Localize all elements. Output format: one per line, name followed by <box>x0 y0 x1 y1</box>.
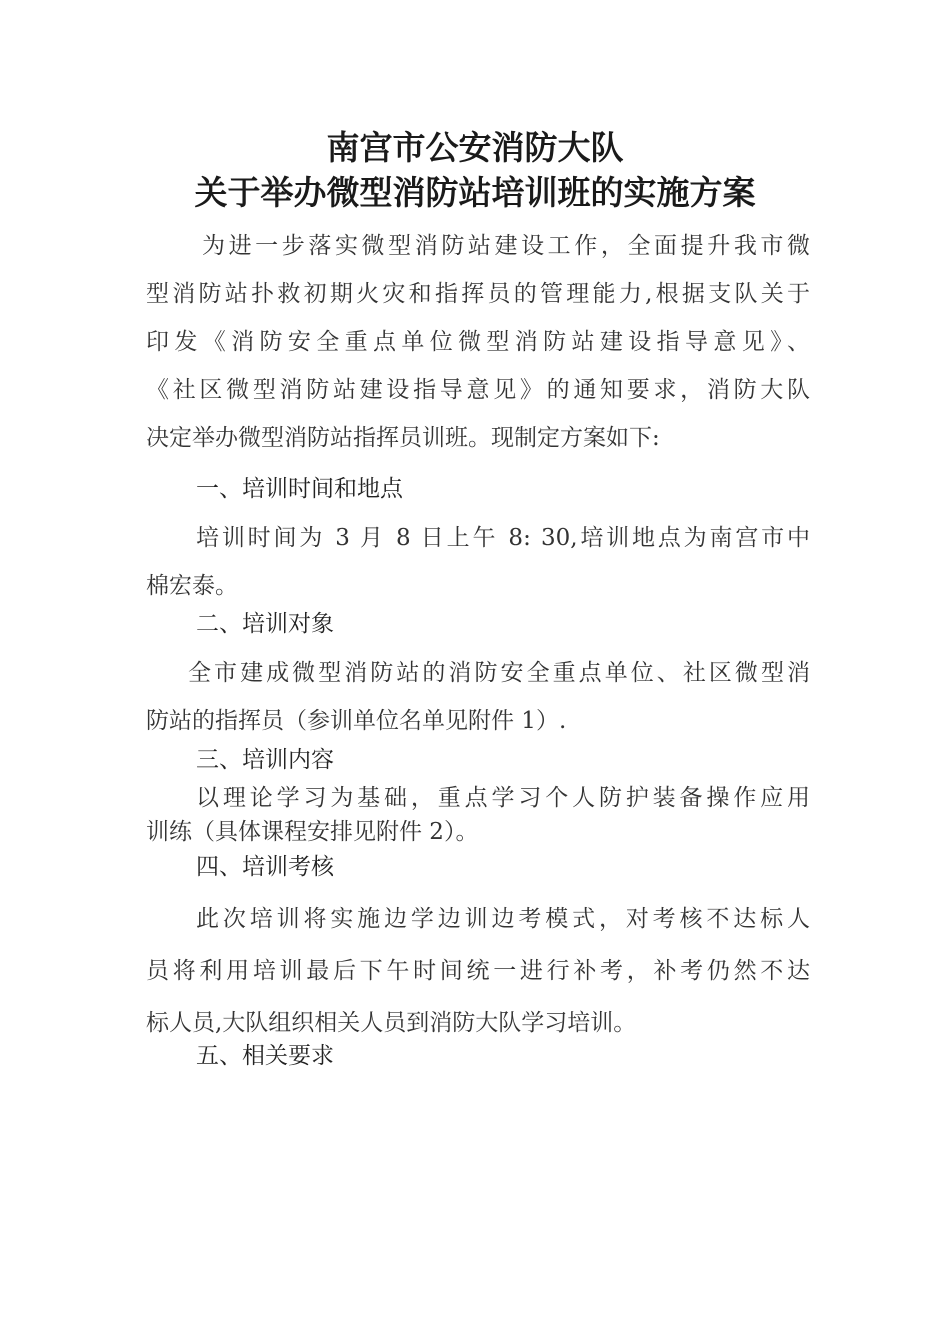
paragraph-line: 棉宏泰。 <box>146 573 238 599</box>
section-heading-content: 三、培训内容 <box>196 747 334 773</box>
document-title-line-2: 关于举办微型消防站培训班的实施方案 <box>194 173 756 212</box>
paragraph-line: 全市建成微型消防站的消防安全重点单位、社区微型消 <box>188 660 810 686</box>
paragraph-line: 培训时间为 3 月 8 日上午 8: 30,培训地点为南宫市中 <box>196 525 810 551</box>
section-paragraph-content <box>146 781 810 849</box>
paragraph-line: 此次培训将实施边学边训边考模式，对考核不达标人 <box>196 906 810 932</box>
intro-line: 为进一步落实微型消防站建设工作，全面提升我市微 <box>202 233 810 259</box>
intro-line: 决定举办微型消防站指挥员训班。现制定方案如下: <box>146 425 660 451</box>
intro-paragraph <box>146 222 810 462</box>
paragraph-line: 标人员,大队组织相关人员到消防大队学习培训。 <box>146 1010 637 1036</box>
paragraph-line: 训练（具体课程安排见附件 2）。 <box>146 819 479 845</box>
paragraph-line: 以理论学习为基础，重点学习个人防护装备操作应用 <box>196 785 810 811</box>
paragraph-line: 防站的指挥员（参训单位名单见附件 1）. <box>146 708 567 734</box>
section-paragraph-assessment <box>146 893 810 1049</box>
section-heading-participants: 二、培训对象 <box>196 611 334 637</box>
document-title-line-1: 南宫市公安消防大队 <box>326 128 624 167</box>
intro-line: 《社区微型消防站建设指导意见》的通知要求，消防大队 <box>146 377 810 403</box>
section-heading-requirements: 五、相关要求 <box>196 1043 334 1069</box>
section-paragraph-participants <box>146 649 810 745</box>
section-paragraph-time-location <box>146 514 810 610</box>
section-heading-assessment: 四、培训考核 <box>196 854 334 880</box>
paragraph-line: 员将利用培训最后下午时间统一进行补考，补考仍然不达 <box>146 958 810 984</box>
section-heading-time-location: 一、培训时间和地点 <box>196 476 403 502</box>
intro-line: 印发《消防安全重点单位微型消防站建设指导意见》、 <box>146 329 810 355</box>
intro-line: 型消防站扑救初期火灾和指挥员的管理能力,根据支队关于 <box>146 281 810 307</box>
